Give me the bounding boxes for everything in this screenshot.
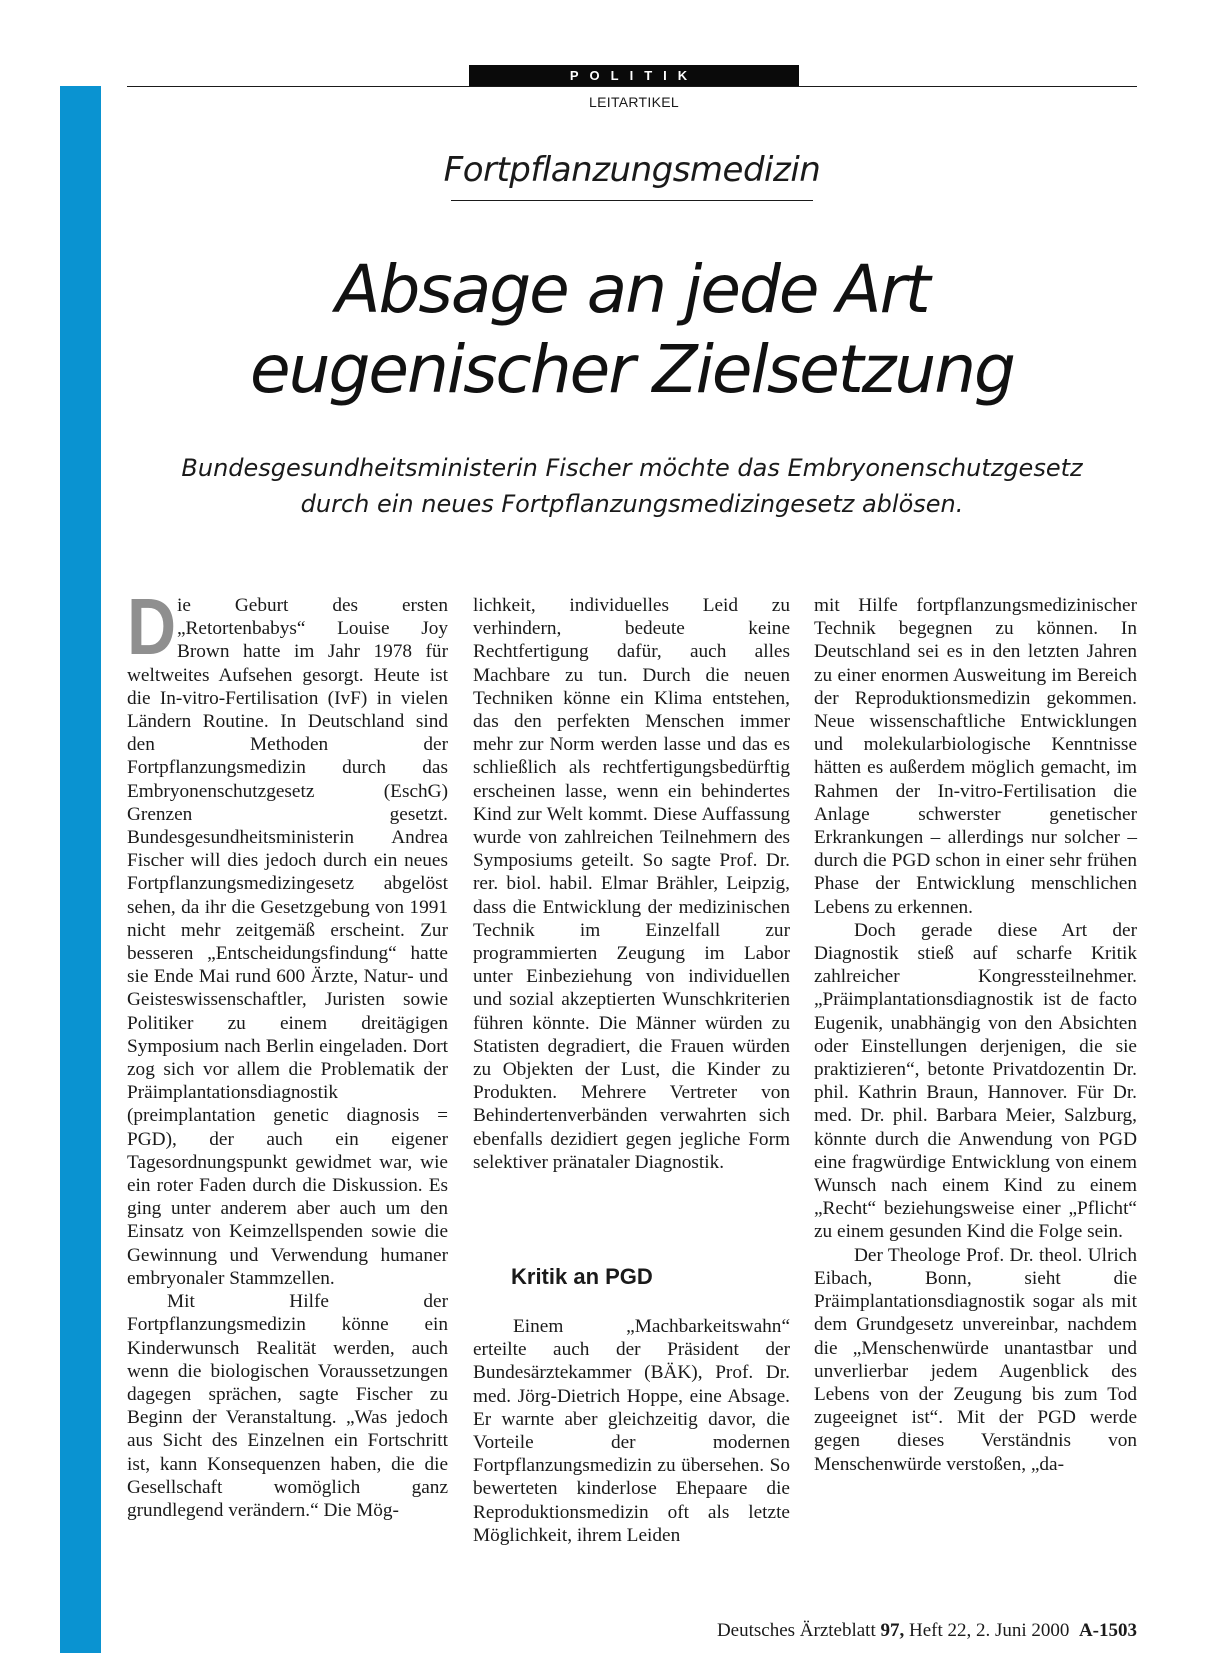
headline-line-2: eugenischer Zielsetzung [250, 331, 1014, 408]
page-number: A-1503 [1078, 1620, 1137, 1641]
journal-name: Deutsches Ärzteblatt [716, 1620, 876, 1641]
deck-line-1: Bundesgesundheitsministerin Fischer möchte das Embryonenschutzgesetz [181, 454, 1083, 482]
column-2-continued [473, 1315, 790, 1547]
kicker: Fortpflanzungsmedizin [443, 150, 821, 190]
kicker-underline [451, 200, 813, 201]
paragraph: Mit Hilfe der Fortpflanzungsmedizin könne ein Kinderwunsch Realität werden, auch wenn die biologischen Voraussetzungen dagegen sprächen, sagte Fischer zu Beginn der Veranstaltung. „Was jedoch aus Sicht des Einzelnen ein Fortschritt ist, kann Konsequenzen haben, die die Gesellschaft womöglich ganz grundlegend verändern.“ Die Mög- [127, 1291, 448, 1521]
column-3 [814, 594, 1137, 1476]
paragraph-text: ie Geburt des ersten „Retortenbabys“ Louise Joy Brown hatte im Jahr 1978 für weltweites Aufsehen gesorgt. Heute ist die In-vitro-Fertilisation (IvF) in vielen Ländern Routine. In Deutschland sind den Methoden der Fortpflanzungsmedizin durch das Embryonenschutzgesetz (EschG) Grenzen gesetzt. Bundesgesundheitsministerin Andrea Fischer will dies jedoch durch ein neues Fortpflanzungsmedizingesetz abgelöst sehen, da ihr die Gesetzgebung von 1991 nicht mehr zeitgemäß erscheint. Zur besseren „Entscheidungsfindung“ hatte sie Ende Mai rund 600 Ärzte, Natur- und Geisteswissenschaftler, Juristen sowie Politiker zu einem dreitägigen Symposium nach Berlin eingeladen. Dort zog sich vor allem die Problematik der Präimplantationsdiagnostik (preimplantation genetic diagnosis = PGD), der auch ein eigener Tagesordnungspunkt gewidmet war, wie ein roter Faden durch die Diskussion. Es ging unter anderem aber auch um den Einsatz von Keimzellspenden sowie die Gewinnung und Verwendung humaner embryonaler Stammzellen. [127, 595, 448, 1289]
page-footer [717, 1620, 1137, 1642]
paragraph [127, 582, 448, 1290]
volume: 97, [880, 1620, 905, 1641]
dropcap: D [127, 582, 177, 671]
paragraph: lichkeit, individuelles Leid zu verhindern, bedeute keine Rechtfertigung dafür, auch alles Machbare zu tun. Durch die neuen Techniken könne ein Klima entstehen, das den perfekten Menschen immer mehr zur Norm werden lasse und das es schließlich als rechtfertigungsbedürftig erscheinen lasse, wenn ein behindertes Kind zur Welt kommt. Diese Auffassung wurde von zahlreichen Teilnehmern des Symposiums geteilt. So sagte Prof. Dr. rer. biol. habil. Elmar Brähler, Leipzig, dass die Entwicklung der medizinischen Technik im Einzelfall zur programmierten Zeugung im Labor unter Einbeziehung von individuellen und sozial akzeptierten Wunschkriterien führen könnte. Die Männer würden zu Statisten degradiert, die Frauen würden zu Objekten der Lust, die Kinder zu Produkten. Mehrere Vertreter von Behindertenverbänden verwahrten sich ebenfalls dezidiert gegen jegliche Form selektiver pränataler Diagnostik. [473, 595, 790, 1173]
deck-line-2: durch ein neues Fortpflanzungsmedizingesetz ablösen. [300, 490, 964, 518]
headline [127, 250, 1137, 410]
paragraph: mit Hilfe fortpflanzungsmedizinischer Technik begegnen zu können. In Deutschland sei es in den letzten Jahren zu einer enormen Ausweitung im Bereich der Reproduktionsmedizin gekommen. Neue wissenschaftliche Entwicklungen und molekularbiologische Kenntnisse hätten es außerdem möglich gemacht, im Rahmen der In-vitro-Fertilisation die Anlage schwerster genetischer Erkrankungen – allerdings nur solcher – durch die PGD schon in einer sehr frühen Phase der Entwicklung menschlichen Lebens zu erkennen. [814, 595, 1137, 918]
issue-date: Heft 22, 2. Juni 2000 [909, 1620, 1070, 1641]
section-label: POLITIK [469, 65, 799, 86]
column-1 [127, 582, 448, 1522]
blue-margin-bar [60, 86, 101, 1653]
column-2 [473, 594, 790, 1174]
paragraph: Einem „Machbarkeitswahn“ erteilte auch der Präsident der Bundesärztekammer (BÄK), Prof. Dr. med. Jörg-Dietrich Hoppe, eine Absage. Er warnte aber gleichzeitig davor, die Vorteile der modernen Fortpflanzungsmedizin zu übersehen. So bewerteten kinderlose Ehepaare die Reproduktionsmedizin oft als letzte Möglichkeit, ihrem Leiden [473, 1316, 790, 1546]
headline-line-1: Absage an jede Art [335, 251, 929, 328]
subsection-label: LEITARTIKEL [589, 94, 679, 110]
subheading: Kritik an PGD [511, 1264, 653, 1289]
paragraph: Doch gerade diese Art der Diagnostik stieß auf scharfe Kritik zahlreicher Kongressteilnehmer. „Präimplantationsdiagnostik ist de facto Eugenik, unabhängig von den Absichten oder Einstellungen derjenigen, die sie praktizieren“, betonte Privatdozentin Dr. phil. Kathrin Braun, Hannover. Für Dr. med. Dr. phil. Barbara Meier, Salzburg, könnte durch die Anwendung von PGD eine fragwürdige Entwicklung von einem Wunsch nach einem Kind zu einem „Recht“ beziehungsweise einer „Pflicht“ zu einem gesunden Kind die Folge sein. [814, 919, 1137, 1243]
paragraph: Der Theologe Prof. Dr. theol. Ulrich Eibach, Bonn, sieht die Präimplantationsdiagnostik sogar als mit dem Grundgesetz unvereinbar, nachdem die „Menschenwürde unantastbar und unverlierbar jedem Augenblick des Lebens von der Zeugung bis zum Tod zugeeignet ist“. Mit der PGD werde gegen dieses Verständnis von Menschenwürde verstoßen, „da- [814, 1244, 1137, 1475]
header-rule [127, 86, 1137, 87]
deck [127, 450, 1137, 522]
